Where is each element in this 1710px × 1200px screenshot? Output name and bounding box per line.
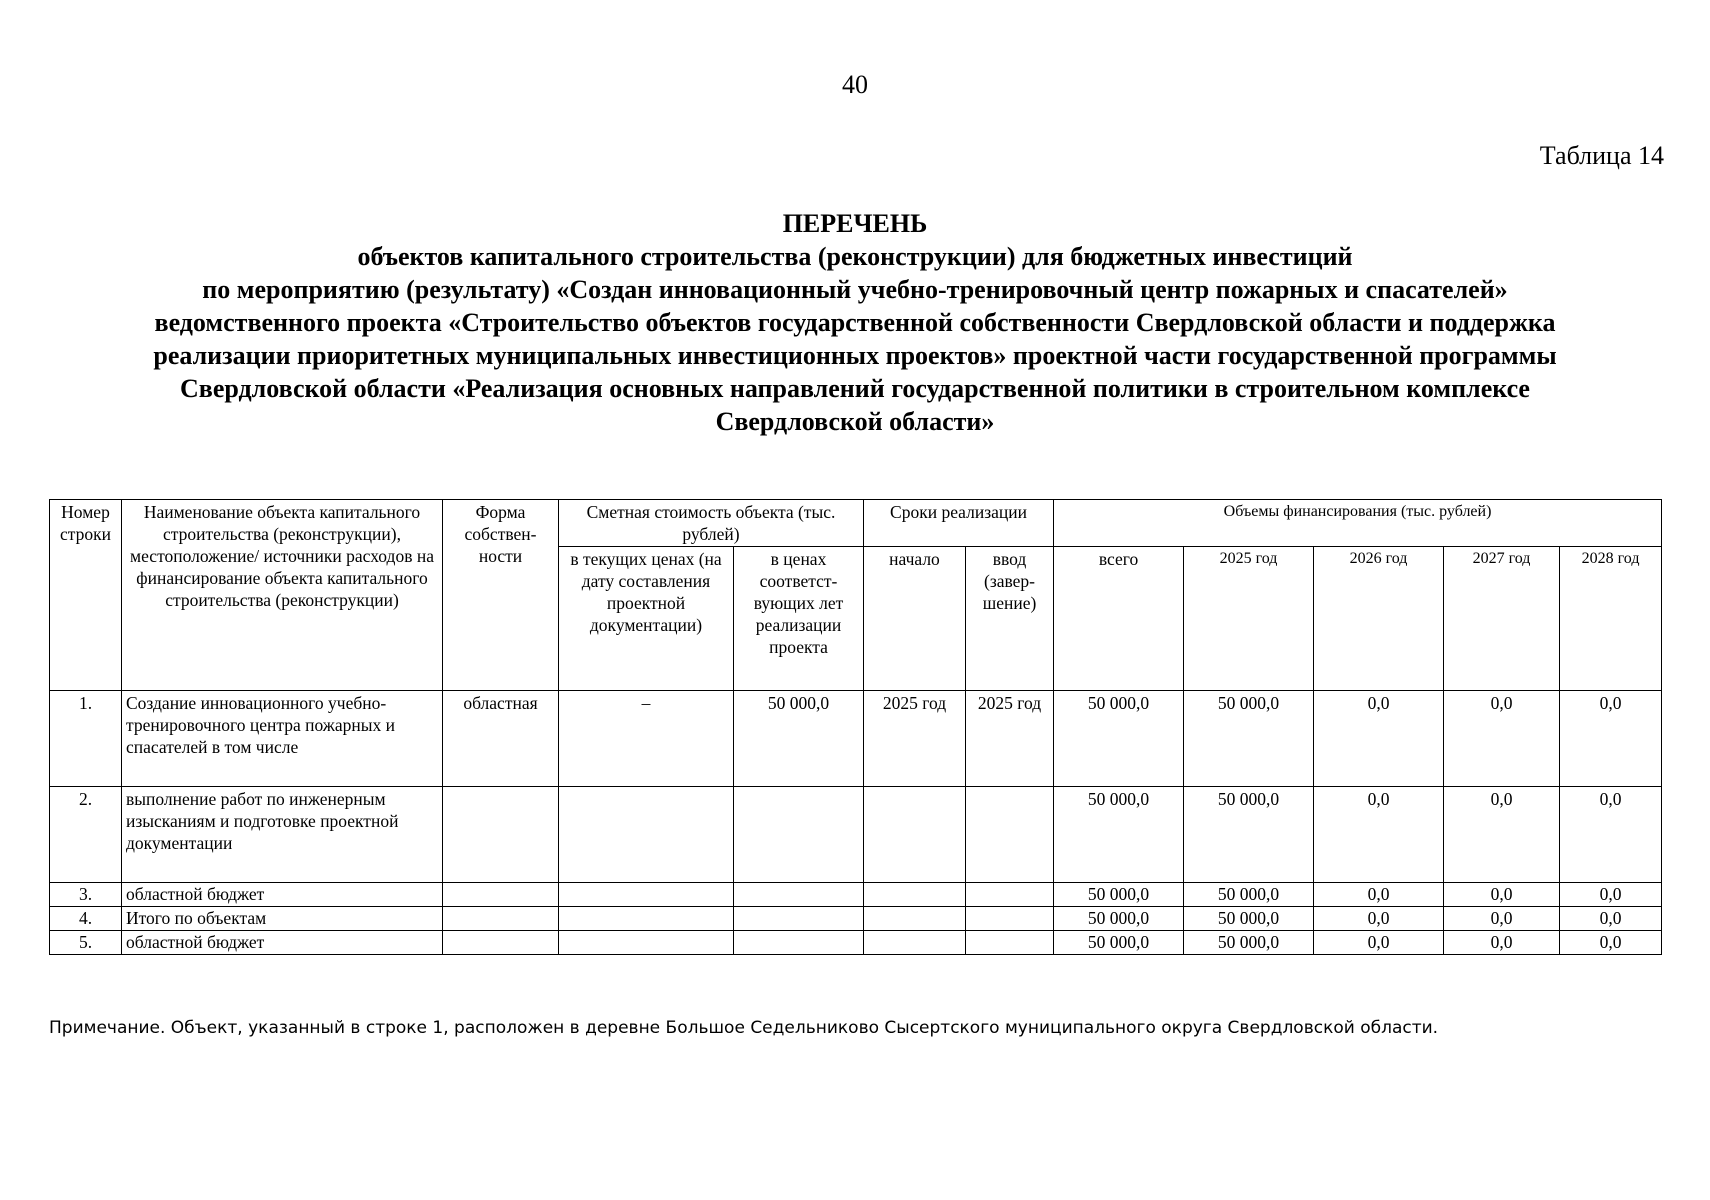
header-2028: 2028 год (1560, 547, 1662, 691)
header-financing: Объемы финансирования (тыс. рублей) (1054, 500, 1662, 547)
heading-line: Свердловской области «Реализация основных направлений государственной политики в строительном комплексе (180, 374, 1530, 403)
cell-row-number: 2. (50, 787, 122, 883)
cell-2026: 0,0 (1314, 787, 1444, 883)
cell-ownership: областная (443, 691, 559, 787)
cell-cost-current (559, 931, 734, 955)
cell-2026: 0,0 (1314, 691, 1444, 787)
cell-2028: 0,0 (1560, 691, 1662, 787)
header-terms: Сроки реализации (864, 500, 1054, 547)
cell-commissioning (966, 787, 1054, 883)
cell-total: 50 000,0 (1054, 883, 1184, 907)
cell-2028: 0,0 (1560, 907, 1662, 931)
table-note: Примечание. Объект, указанный в строке 1, расположен в деревне Большое Седельниково Сысертского муниципального округа Свердловской области. (49, 1018, 1439, 1038)
cell-commissioning (966, 907, 1054, 931)
cell-object-name: областной бюджет (122, 883, 443, 907)
heading-line: объектов капитального строительства (реконструкции) для бюджетных инвестиций (357, 242, 1353, 271)
cell-cost-current (559, 907, 734, 931)
cell-2027: 0,0 (1444, 691, 1560, 787)
page-number: 40 (842, 70, 868, 99)
cell-ownership (443, 907, 559, 931)
header-cost-current: в текущих ценах (на дату составления проектной документации) (559, 547, 734, 691)
cell-cost-current (559, 883, 734, 907)
cell-commissioning (966, 883, 1054, 907)
cell-row-number: 1. (50, 691, 122, 787)
cell-2026: 0,0 (1314, 883, 1444, 907)
heading-title: ПЕРЕЧЕНЬ (782, 209, 928, 238)
cell-object-name: выполнение работ по инженерным изысканиям и подготовке проектной документации (122, 787, 443, 883)
cell-object-name: Итого по объектам (122, 907, 443, 931)
heading-line: Свердловской области» (715, 407, 995, 436)
header-cost-years: в ценах соответст-вующих лет реализации проекта (734, 547, 864, 691)
cell-cost-years: 50 000,0 (734, 691, 864, 787)
cell-row-number: 4. (50, 907, 122, 931)
cell-start (864, 931, 966, 955)
cell-object-name: областной бюджет (122, 931, 443, 955)
cell-start (864, 907, 966, 931)
cell-2025: 50 000,0 (1184, 883, 1314, 907)
cell-cost-years (734, 787, 864, 883)
table-row (50, 787, 1662, 883)
cell-ownership (443, 883, 559, 907)
cell-commissioning: 2025 год (966, 691, 1054, 787)
header-object-name: Наименование объекта капитального строительства (реконструкции), местоположение/ источники расходов на финансирование объекта капитального строительства (реконструкции) (122, 500, 443, 691)
cell-total: 50 000,0 (1054, 787, 1184, 883)
header-commissioning: ввод (завер-шение) (966, 547, 1054, 691)
cell-row-number: 5. (50, 931, 122, 955)
table-row (50, 931, 1662, 955)
cell-2027: 0,0 (1444, 931, 1560, 955)
cell-2025: 50 000,0 (1184, 787, 1314, 883)
cell-total: 50 000,0 (1054, 931, 1184, 955)
header-total: всего (1054, 547, 1184, 691)
header-estimated-cost: Сметная стоимость объекта (тыс. рублей) (559, 500, 864, 547)
cell-cost-current (559, 787, 734, 883)
cell-cost-years (734, 931, 864, 955)
cell-2025: 50 000,0 (1184, 907, 1314, 931)
cell-2025: 50 000,0 (1184, 931, 1314, 955)
cell-cost-years (734, 883, 864, 907)
cell-start (864, 883, 966, 907)
header-2025: 2025 год (1184, 547, 1314, 691)
cell-ownership (443, 787, 559, 883)
heading-line: ведомственного проекта «Строительство объектов государственной собственности Свердловской области и поддержка (154, 308, 1556, 337)
cell-start: 2025 год (864, 691, 966, 787)
cell-2027: 0,0 (1444, 787, 1560, 883)
heading-line: по мероприятию (результату) «Создан инновационный учебно-тренировочный центр пожарных и спасателей» (202, 275, 1508, 304)
cell-2028: 0,0 (1560, 883, 1662, 907)
cell-2026: 0,0 (1314, 931, 1444, 955)
table-row (50, 691, 1662, 787)
cell-ownership (443, 931, 559, 955)
capital-construction-table (49, 499, 1662, 955)
cell-object-name: Создание инновационного учебно-тренировочного центра пожарных и спасателей в том числе (122, 691, 443, 787)
header-row-number: Номер строки (50, 500, 122, 691)
cell-2028: 0,0 (1560, 787, 1662, 883)
document-heading (60, 207, 1650, 438)
table-label: Таблица 14 (1539, 141, 1664, 170)
heading-line: реализации приоритетных муниципальных инвестиционных проектов» проектной части государственной программы (153, 341, 1557, 370)
table-row (50, 883, 1662, 907)
cell-total: 50 000,0 (1054, 691, 1184, 787)
cell-total: 50 000,0 (1054, 907, 1184, 931)
cell-start (864, 787, 966, 883)
table-row (50, 907, 1662, 931)
cell-cost-years (734, 907, 864, 931)
cell-2026: 0,0 (1314, 907, 1444, 931)
cell-2027: 0,0 (1444, 907, 1560, 931)
header-2026: 2026 год (1314, 547, 1444, 691)
header-start: начало (864, 547, 966, 691)
cell-2027: 0,0 (1444, 883, 1560, 907)
cell-2025: 50 000,0 (1184, 691, 1314, 787)
cell-2028: 0,0 (1560, 931, 1662, 955)
cell-cost-current: – (559, 691, 734, 787)
cell-row-number: 3. (50, 883, 122, 907)
table-header-row (50, 500, 1662, 547)
cell-commissioning (966, 931, 1054, 955)
header-ownership: Форма собствен-ности (443, 500, 559, 691)
header-2027: 2027 год (1444, 547, 1560, 691)
